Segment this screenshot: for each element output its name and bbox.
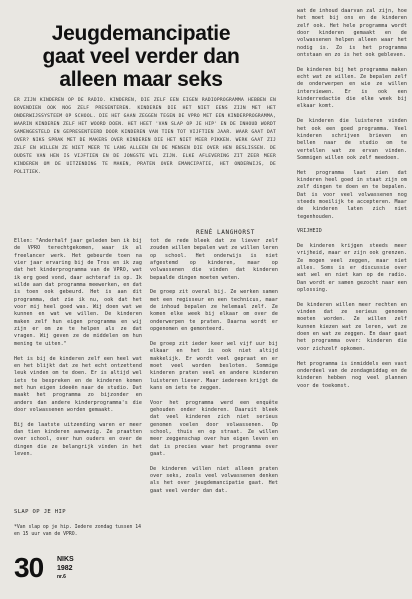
broadcast-footnote: *Van slap op je hip. Iedere zondag tussen 14 en 15 uur van de VPRO. xyxy=(14,525,142,537)
article-lead: ER ZIJN KINDEREN OP DE RADIO. KINDEREN, DIE ZELF EEN EIGEN RADIOPROGRAMMA HEBBEN EN BOVENDIEN OOK NOG ZELF PRESENTEREN. KINDEREN DIE HET NIET EENS ZIJN MET HET ONDERWIJSSYSTEEM OP SCHOOL. DIE HET GAAN ZEGGEN TEGEN DE VPRO MET EEN KINDERPROGRAMMA, WAARIN KINDEREN ZELF HET WOORD DOEN. HET HEET 'VAN SLAP OP JE HIP' EN DE INHOUD WORDT SAMENGESTELD EN GEPRESENTEERD DOOR KINDEREN VAN TIEN TOT VIJFTIEN JAAR. WAAR GAAT DAT OVER? NIKS SPRAK MET DE MAKERS OVER KINDEREN DIE HET NIET MEER PIKKEN. WERK GAAT ZIJ ZELF EN WILLEN ZE NIET MEER TE LANG ALLEEN EN DE MENSEN DIE OVER HEN BESLISSEN. DE OUDSTE VAN HEN IS VIJFTIEN EN DE JONGSTE WIL ZIJN. ELKE AFLEVERING ZIT ZEER MEER KINDEREN OM DE UITZENDING TE MAKEN, PRATEN OVER EMANCIPATIE, HET ONDERWIJS, DE POLITIEK. xyxy=(14,98,276,175)
body-column-3: wat de inhoud daarvan zal zijn, hoe het moet bij ons en de kinderen zelf ook. Het hele programma wordt door kinderen gemaakt en de volwassenen helpen alleen waar het nodig is. Zo is het programma ontstaan en zo is het ook gebleven. De kinderen bij het programma maken echt wat ze willen. Ze bepalen zelf de onderwerpen en wie ze willen interviewen. Er is ook een kinderredactie die elke week bij elkaar komt. De kinderen die luisteren vinden het ook een goed programma. Veel kinderen schrijven brieven en bellen naar de studio om te vertellen wat ze ervan vinden. Sommigen willen ook zelf meedoen. Het programma laat zien dat kinderen heel goed in staat zijn om zelf dingen te doen en te bepalen. Dat is voor veel volwassenen nog steeds moeilijk te accepteren. Maar de kinderen laten zich niet tegenhouden. VRIJHEID De kinderen krijgen steeds meer vrijheid, maar er zijn ook grenzen. Ze mogen veel zeggen, maar niet alles. Soms is er discussie over wat wel en niet kan op de radio. Dan wordt er samen gezocht naar een oplossing. De kinderen willen meer rechten en vinden dat ze serieus genomen moeten worden. Ze willen zelf kunnen kiezen wat ze leren, wat ze doen en wat ze zeggen. En daar gaat het programma over: kinderen die voor zichzelf opkomen. Het programma is inmiddels een vast onderdeel van de zondagmiddag en de kinderen hebben nog veel plannen voor de toekomst. xyxy=(297,8,407,389)
headline-line-3: alleen maar seks xyxy=(59,68,223,91)
headline-line-1: Jeugdemancipatie xyxy=(51,22,231,45)
magazine-year: 1982 xyxy=(57,565,73,572)
author-byline: RENÉ LANGHORST xyxy=(196,229,255,236)
article-headline xyxy=(10,22,272,91)
body-column-2: tot de rede bleek dat ze liever zelf zouden willen bepalen wat ze willen leren op school. Het onderwijs is niet afgestemd op kinderen, maar op volwassenen die vinden dat kinderen bepaalde dingen moeten weten. De groep zit overal bij. Ze werken samen met een regisseur en een technicus, maar de inhoud bepalen ze helemaal zelf. Ze komen elke week bij elkaar om over de onderwerpen te praten. Daarna wordt er opgenomen en gemonteerd. De groep zit ieder keer wel vijf uur bij elkaar en het is ook niet altijd makkelijk. Er wordt veel gepraat en er moet veel worden besloten. Sommige kinderen praten veel en andere kinderen luisteren liever. Maar iedereen krijgt de kans om iets te zeggen. Voor het programma werd een enquête gehouden onder kinderen. Daaruit bleek dat veel kinderen zich niet serieus genomen voelen door volwassenen. Op school, thuis en op straat. Ze willen meer zeggenschap over hun eigen leven en dat is precies waar het programma over gaat. De kinderen willen niet alleen praten over seks, zoals veel volwassenen denken als het over jeugdemancipatie gaat. Het gaat veel verder dan dat. xyxy=(150,238,278,494)
body-column-1: Ellen: "Anderhalf jaar geleden ben ik bij de VPRO terechtgekomen, waar ik al freelancer werk. Het gebeurde toen na vier jaar ervaring bij de Tros en ik zag dat het kinderprogramma van de VPRO, wat ik erg goed vond, daar achteraf is op. Ik wilde aan dat programma meewerken, en dat is toen ook gebeurd. Het is aan dit programma, dat zie ik nu, ook dat het voor mij heel goed was. Wij doen wat we kunnen en wat we willen. De kinderen maken zelf hun eigen programma en wij zijn er om ze te helpen als ze dat vragen. Wij geven ze de middelen om hun mening te uiten." Het is bij de kinderen zelf een heel wat en het blijkt dat ze het echt ontzettend leuk vinden om te doen. Er is altijd wel iets te bespreken en de kinderen komen met hun eigen ideeën naar de studio. Dat maakt het programma zo bijzonder en anders dan andere kinderprogramma's die door volwassenen worden gemaakt. Bij de laatste uitzending waren er meer dan tien kinderen aanwezig. Ze praatten over school, over hun ouders en over de dingen die ze belangrijk vinden in het leven. xyxy=(14,238,142,457)
page-number: 30 xyxy=(14,552,44,583)
magazine-info xyxy=(57,555,74,582)
magazine-name: NIKS xyxy=(57,556,74,563)
magazine-issue: nr.6 xyxy=(57,574,66,580)
section-subhead: SLAP OP JE HIP xyxy=(14,509,66,515)
page-folio xyxy=(14,552,114,584)
headline-line-2: gaat veel verder dan xyxy=(42,45,240,68)
